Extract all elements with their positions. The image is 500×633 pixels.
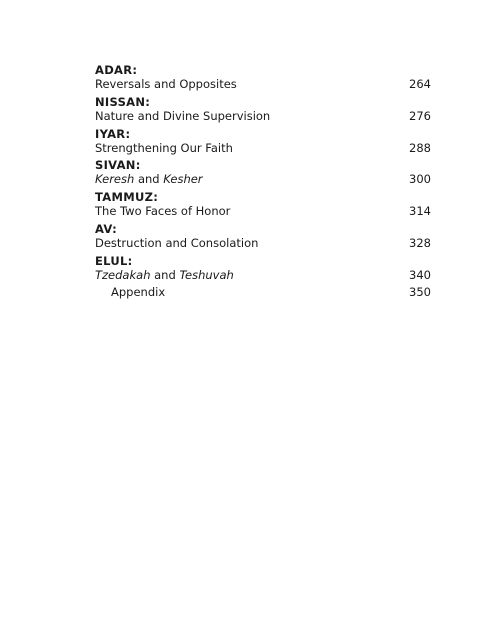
title-conjunction: and — [134, 172, 164, 186]
toc-entry-nissan — [95, 95, 431, 124]
toc-entry-elul — [95, 254, 431, 283]
chapter-title — [95, 172, 203, 187]
page-number: 264 — [409, 77, 431, 91]
title-conjunction: and — [150, 268, 180, 282]
toc-entry-adar — [95, 63, 431, 92]
page-number: 340 — [409, 268, 431, 282]
toc-row — [95, 77, 431, 92]
appendix-title: Appendix — [111, 285, 166, 299]
chapter-title: Strengthening Our Faith — [95, 141, 233, 155]
chapter-title: Nature and Divine Supervision — [95, 109, 271, 123]
toc-entry-av — [95, 222, 431, 251]
page-number: 276 — [409, 109, 431, 123]
toc-entry-tammuz — [95, 190, 431, 219]
toc-entry-iyar — [95, 127, 431, 156]
toc-row — [95, 141, 431, 156]
page-number: 288 — [409, 141, 431, 155]
title-term: Kesher — [163, 172, 203, 186]
title-term: Keresh — [95, 172, 135, 186]
page-number: 300 — [409, 172, 431, 186]
month-heading: ADAR: — [95, 63, 138, 77]
chapter-title: Reversals and Opposites — [95, 77, 237, 91]
month-heading: NISSAN: — [95, 95, 151, 109]
toc-row — [95, 285, 431, 300]
toc-row — [95, 109, 431, 124]
title-term: Tzedakah — [95, 268, 151, 282]
toc-row — [95, 204, 431, 219]
month-heading: SIVAN: — [95, 158, 141, 172]
toc-row — [95, 236, 431, 251]
month-heading: TAMMUZ: — [95, 190, 159, 204]
toc-row — [95, 268, 431, 283]
page-number: 314 — [409, 204, 431, 218]
month-heading: IYAR: — [95, 127, 131, 141]
toc-entry-sivan — [95, 158, 431, 187]
title-term: Teshuvah — [179, 268, 234, 282]
toc-entry-appendix — [95, 285, 431, 300]
page-number: 350 — [409, 285, 431, 299]
month-heading: ELUL: — [95, 254, 133, 268]
page-number: 328 — [409, 236, 431, 250]
month-heading: AV: — [95, 222, 118, 236]
chapter-title: Destruction and Consolation — [95, 236, 259, 250]
toc-row — [95, 172, 431, 187]
chapter-title: The Two Faces of Honor — [95, 204, 231, 218]
chapter-title — [95, 268, 234, 283]
